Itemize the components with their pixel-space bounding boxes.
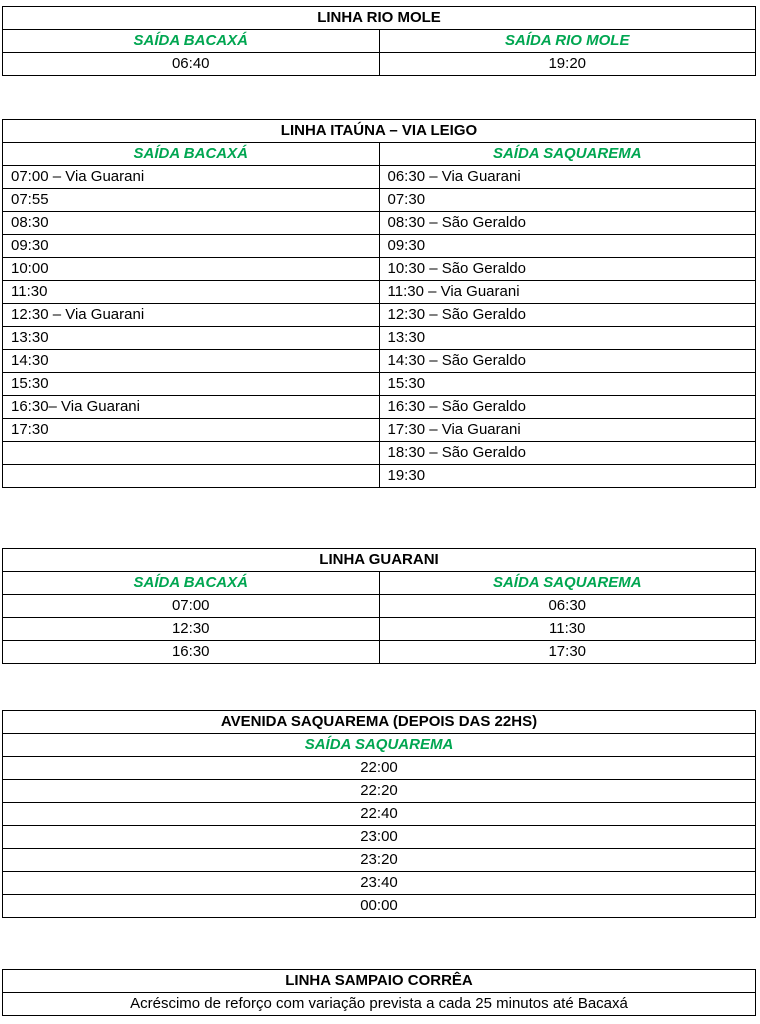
itauna-cell: 16:30– Via Guarani: [3, 396, 380, 419]
itauna-row: [3, 419, 756, 442]
itauna-cell: 14:30 – São Geraldo: [379, 350, 756, 373]
itauna-cell: [3, 465, 380, 488]
itauna-cell: 11:30: [3, 281, 380, 304]
guarani-table: [2, 548, 756, 664]
itauna-cell: 15:30: [3, 373, 380, 396]
avenida-row: [3, 826, 756, 849]
itauna-cell: 08:30 – São Geraldo: [379, 212, 756, 235]
itauna-cell: 08:30: [3, 212, 380, 235]
avenida-cell: 22:00: [3, 757, 756, 780]
guarani-cell: 11:30: [379, 618, 756, 641]
avenida-row: [3, 803, 756, 826]
itauna-row: [3, 235, 756, 258]
itauna-cell: 17:30 – Via Guarani: [379, 419, 756, 442]
rio-mole-col-rio-mole: SAÍDA RIO MOLE: [379, 30, 756, 53]
itauna-cell: 12:30 – Via Guarani: [3, 304, 380, 327]
avenida-title: AVENIDA SAQUAREMA (DEPOIS DAS 22HS): [3, 711, 756, 734]
guarani-row: [3, 595, 756, 618]
itauna-cell: 11:30 – Via Guarani: [379, 281, 756, 304]
avenida-cell: 22:20: [3, 780, 756, 803]
avenida-row: [3, 849, 756, 872]
rio-mole-cell: 19:20: [379, 53, 756, 76]
itauna-row: [3, 166, 756, 189]
itauna-title: LINHA ITAÚNA – VIA LEIGO: [3, 120, 756, 143]
itauna-cell: 12:30 – São Geraldo: [379, 304, 756, 327]
avenida-row: [3, 780, 756, 803]
avenida-cell: 22:40: [3, 803, 756, 826]
avenida-row: [3, 757, 756, 780]
avenida-col-saquarema: SAÍDA SAQUAREMA: [3, 734, 756, 757]
rio-mole-col-bacaxa: SAÍDA BACAXÁ: [3, 30, 380, 53]
itauna-col-bacaxa: SAÍDA BACAXÁ: [3, 143, 380, 166]
itauna-cell: 10:00: [3, 258, 380, 281]
itauna-cell: 13:30: [379, 327, 756, 350]
itauna-cell: 07:00 – Via Guarani: [3, 166, 380, 189]
itauna-cell: 18:30 – São Geraldo: [379, 442, 756, 465]
avenida-row: [3, 895, 756, 918]
itauna-cell: 15:30: [379, 373, 756, 396]
rio-mole-cell: 06:40: [3, 53, 380, 76]
itauna-cell: 06:30 – Via Guarani: [379, 166, 756, 189]
itauna-row: [3, 465, 756, 488]
guarani-cell: 16:30: [3, 641, 380, 664]
guarani-col-saquarema: SAÍDA SAQUAREMA: [379, 572, 756, 595]
itauna-cell: 07:55: [3, 189, 380, 212]
itauna-cell: 09:30: [379, 235, 756, 258]
avenida-cell: 00:00: [3, 895, 756, 918]
itauna-cell: 07:30: [379, 189, 756, 212]
itauna-row: [3, 442, 756, 465]
guarani-cell: 12:30: [3, 618, 380, 641]
avenida-row: [3, 872, 756, 895]
itauna-row: [3, 396, 756, 419]
itauna-row: [3, 212, 756, 235]
itauna-cell: 10:30 – São Geraldo: [379, 258, 756, 281]
sampaio-table: [2, 969, 756, 1016]
itauna-row: [3, 304, 756, 327]
itauna-row: [3, 258, 756, 281]
sampaio-title: LINHA SAMPAIO CORRÊA: [3, 970, 756, 993]
itauna-row: [3, 350, 756, 373]
avenida-cell: 23:00: [3, 826, 756, 849]
guarani-cell: 07:00: [3, 595, 380, 618]
itauna-cell: [3, 442, 380, 465]
itauna-cell: 13:30: [3, 327, 380, 350]
itauna-col-saquarema: SAÍDA SAQUAREMA: [379, 143, 756, 166]
itauna-cell: 19:30: [379, 465, 756, 488]
rio-mole-title: LINHA RIO MOLE: [3, 7, 756, 30]
guarani-cell: 17:30: [379, 641, 756, 664]
itauna-row: [3, 281, 756, 304]
itauna-cell: 14:30: [3, 350, 380, 373]
itauna-row: [3, 189, 756, 212]
guarani-col-bacaxa: SAÍDA BACAXÁ: [3, 572, 380, 595]
itauna-cell: 09:30: [3, 235, 380, 258]
itauna-cell: 17:30: [3, 419, 380, 442]
guarani-title: LINHA GUARANI: [3, 549, 756, 572]
itauna-row: [3, 327, 756, 350]
avenida-table: [2, 710, 756, 918]
itauna-cell: 16:30 – São Geraldo: [379, 396, 756, 419]
rio-mole-table: [2, 6, 756, 76]
sampaio-note: Acréscimo de reforço com variação prevista a cada 25 minutos até Bacaxá: [3, 993, 756, 1016]
guarani-row: [3, 618, 756, 641]
avenida-cell: 23:40: [3, 872, 756, 895]
avenida-cell: 23:20: [3, 849, 756, 872]
itauna-row: [3, 373, 756, 396]
guarani-cell: 06:30: [379, 595, 756, 618]
guarani-row: [3, 641, 756, 664]
itauna-table: [2, 119, 756, 488]
